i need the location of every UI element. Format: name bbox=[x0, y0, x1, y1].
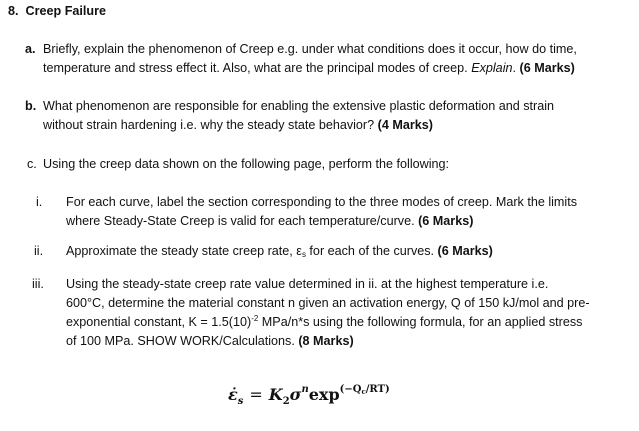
formula-exponent-main: (−Q bbox=[339, 384, 362, 395]
question-b-line-2 bbox=[43, 116, 554, 135]
formula-equals: = bbox=[249, 385, 263, 404]
question-a-line-2-main: temperature and stress effect it. Also, what are the principal modes of creep. bbox=[43, 61, 472, 75]
section-heading bbox=[8, 2, 106, 21]
question-c-iii-line-3 bbox=[66, 313, 590, 332]
question-c-iii-text bbox=[66, 275, 590, 351]
question-c-text bbox=[43, 155, 449, 174]
question-c-i-line-2 bbox=[66, 212, 577, 231]
section-number: 8. bbox=[8, 4, 19, 18]
creep-rate-formula bbox=[228, 383, 390, 407]
question-c-ii-line-1-tail: for each of the curves. bbox=[305, 244, 438, 258]
question-a-line-1: Briefly, explain the phenomenon of Creep e.g. under what conditions does it occur, how do time, bbox=[43, 42, 577, 56]
question-c-i-text bbox=[66, 193, 577, 231]
question-b-line-2-main: without strain hardening i.e. why the steady state behavior? bbox=[43, 118, 378, 132]
question-c-ii-subscript: s bbox=[301, 250, 306, 259]
question-c-i-line-1: For each curve, label the section corresponding to the three modes of creep. Mark the limits bbox=[66, 195, 577, 209]
question-b-label: b. bbox=[25, 99, 37, 113]
question-a-label: a. bbox=[25, 42, 36, 56]
question-c-i-marks: (6 Marks) bbox=[418, 214, 474, 228]
formula-strain-rate-subscript: s bbox=[237, 396, 244, 407]
formula-exponent-tail: /RT) bbox=[365, 384, 390, 395]
formula-k-subscript: 2 bbox=[282, 396, 290, 407]
question-c-label: c. bbox=[27, 157, 37, 171]
question-b-line-1: What phenomenon are responsible for enabling the extensive plastic deformation and strain bbox=[43, 99, 555, 113]
question-c-iii-label: iii. bbox=[32, 277, 44, 291]
question-c-iii-line-3-pre: exponential constant, K = 1.5(10) bbox=[66, 315, 252, 329]
question-a-period: . bbox=[512, 61, 520, 75]
question-c-iii-line-3-post: MPa/n*s using the following formula, for an applied stress bbox=[258, 315, 583, 329]
question-c-iii-superscript: -2 bbox=[251, 314, 259, 323]
question-b-text bbox=[43, 97, 554, 135]
question-c-ii-marks: (6 Marks) bbox=[437, 244, 493, 258]
question-a-line-2 bbox=[43, 59, 577, 78]
question-c-line-1: Using the creep data shown on the following page, perform the following: bbox=[43, 157, 450, 171]
section-title: Creep Failure bbox=[25, 4, 107, 18]
question-c-iii-line-1: Using the steady-state creep rate value determined in ii. at the highest temperature i.e. bbox=[66, 277, 549, 291]
formula-n-exponent bbox=[301, 384, 308, 395]
question-c-i-line-2-main: where Steady-State Creep is valid for each temperature/curve. bbox=[66, 214, 419, 228]
formula-n: n bbox=[301, 384, 309, 395]
question-b-marks: (4 Marks) bbox=[377, 118, 433, 132]
question-a-text bbox=[43, 40, 577, 78]
question-c-ii-line-1 bbox=[66, 242, 493, 261]
formula-exponent-subscript: c bbox=[361, 387, 366, 396]
question-c-iii-line-2: 600°C, determine the material constant n given an activation energy, Q of 150 kJ/mol and pre- bbox=[66, 296, 590, 310]
question-c-iii-line-4 bbox=[66, 332, 590, 351]
question-a-emphasis: Explain bbox=[471, 61, 513, 75]
formula-k: K bbox=[268, 385, 283, 404]
question-c-ii-text bbox=[66, 242, 493, 261]
question-c-iii-marks: (8 Marks) bbox=[298, 334, 354, 348]
question-a-marks: (6 Marks) bbox=[519, 61, 575, 75]
question-c-iii-line-4-main: of 100 MPa. SHOW WORK/Calculations. bbox=[66, 334, 299, 348]
formula-exp: exp bbox=[308, 385, 340, 404]
question-c-ii-line-1-main: Approximate the steady state creep rate, ε bbox=[66, 244, 302, 258]
formula-sigma: σ bbox=[289, 385, 302, 404]
formula-exponent bbox=[340, 384, 390, 395]
question-c-i-label: i. bbox=[36, 195, 43, 209]
formula-strain-rate: ε̇ bbox=[228, 385, 238, 404]
question-c-ii-label: ii. bbox=[34, 244, 44, 258]
